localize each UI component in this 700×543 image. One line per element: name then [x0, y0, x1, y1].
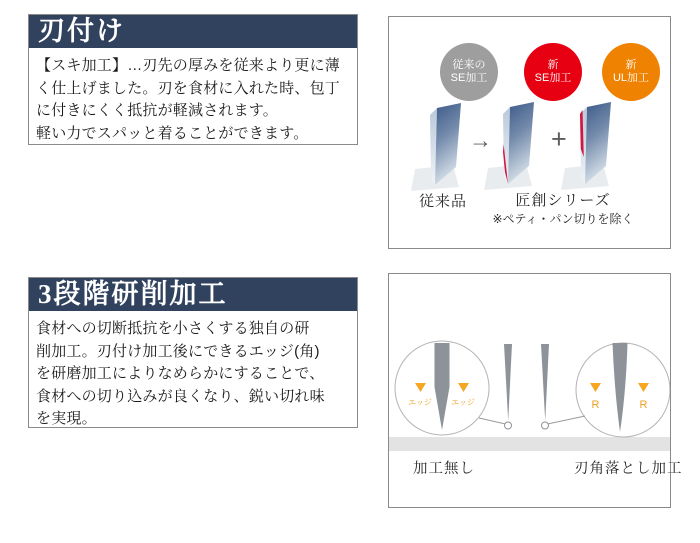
badge-text: SE加工	[450, 72, 488, 84]
edge-diagram-panel	[388, 273, 683, 508]
hazuke-body-line: に付きにくく抵抗が軽減されます。	[36, 102, 279, 119]
series-label: 匠創シリーズ	[515, 192, 611, 209]
kensaku-body	[29, 311, 357, 431]
blade-conventional	[430, 103, 461, 185]
badge-text: UL加工	[612, 72, 650, 84]
badge-text: 新	[547, 59, 559, 71]
kensaku-section	[28, 277, 358, 428]
kensaku-header: 3段階研削加工	[29, 278, 357, 311]
hazuke-body	[29, 48, 357, 145]
blade-new-ul	[580, 102, 611, 184]
edge-text-left: エッジ	[408, 398, 432, 407]
tip-point-left	[505, 422, 512, 429]
kensaku-body-line: 削加工。刃付け加工後にできるエッジ(角)	[36, 342, 320, 360]
kensaku-body-line: 食材への切り込みが良くなり、鋭い切れ味	[36, 387, 325, 405]
leader-line-right	[548, 416, 586, 424]
tip-point-right	[542, 422, 549, 429]
leader-line-left	[479, 418, 506, 424]
hazuke-header: 刃付け	[29, 15, 357, 48]
series-note: ※ペティ・パン切りを除く	[492, 212, 634, 226]
edge-text-right: エッジ	[451, 398, 475, 407]
new-se-badge	[524, 43, 582, 101]
se-diagram-panel	[388, 16, 671, 249]
no-process-label: 加工無し	[413, 461, 475, 477]
kensaku-body-line: を研磨加工によりなめらかにすることで、	[36, 365, 325, 382]
process-label: 刃角落とし加工	[574, 461, 683, 477]
small-blade-right	[541, 344, 549, 421]
badge-text: SE加工	[534, 72, 572, 84]
hazuke-body-line: 軽い力でスパッと着ることができます。	[36, 124, 309, 142]
kensaku-body-line: 食材への切断抵抗を小さくする独自の研	[36, 320, 310, 337]
plus-icon: +	[551, 124, 567, 154]
conventional-product-label: 従来品	[418, 193, 467, 210]
blade-new-se	[503, 102, 534, 184]
small-blade-left	[504, 344, 512, 421]
surface-band	[389, 437, 670, 451]
badge-text: 従来の	[452, 59, 486, 71]
hazuke-body-line: 【スキ加工】…刃先の厚みを従来より更に薄	[36, 57, 341, 74]
new-ul-badge	[602, 43, 660, 101]
r-text-right: R	[639, 399, 648, 411]
arrow-right-icon: →	[469, 127, 492, 153]
r-text-left: R	[591, 399, 600, 411]
conventional-se-badge	[440, 43, 498, 101]
hazuke-body-line: く仕上げました。刃を食材に入れた時、包丁	[36, 79, 341, 97]
badge-text: 新	[625, 59, 637, 71]
kensaku-body-line: を実現。	[36, 410, 97, 427]
hazuke-section	[28, 14, 358, 145]
